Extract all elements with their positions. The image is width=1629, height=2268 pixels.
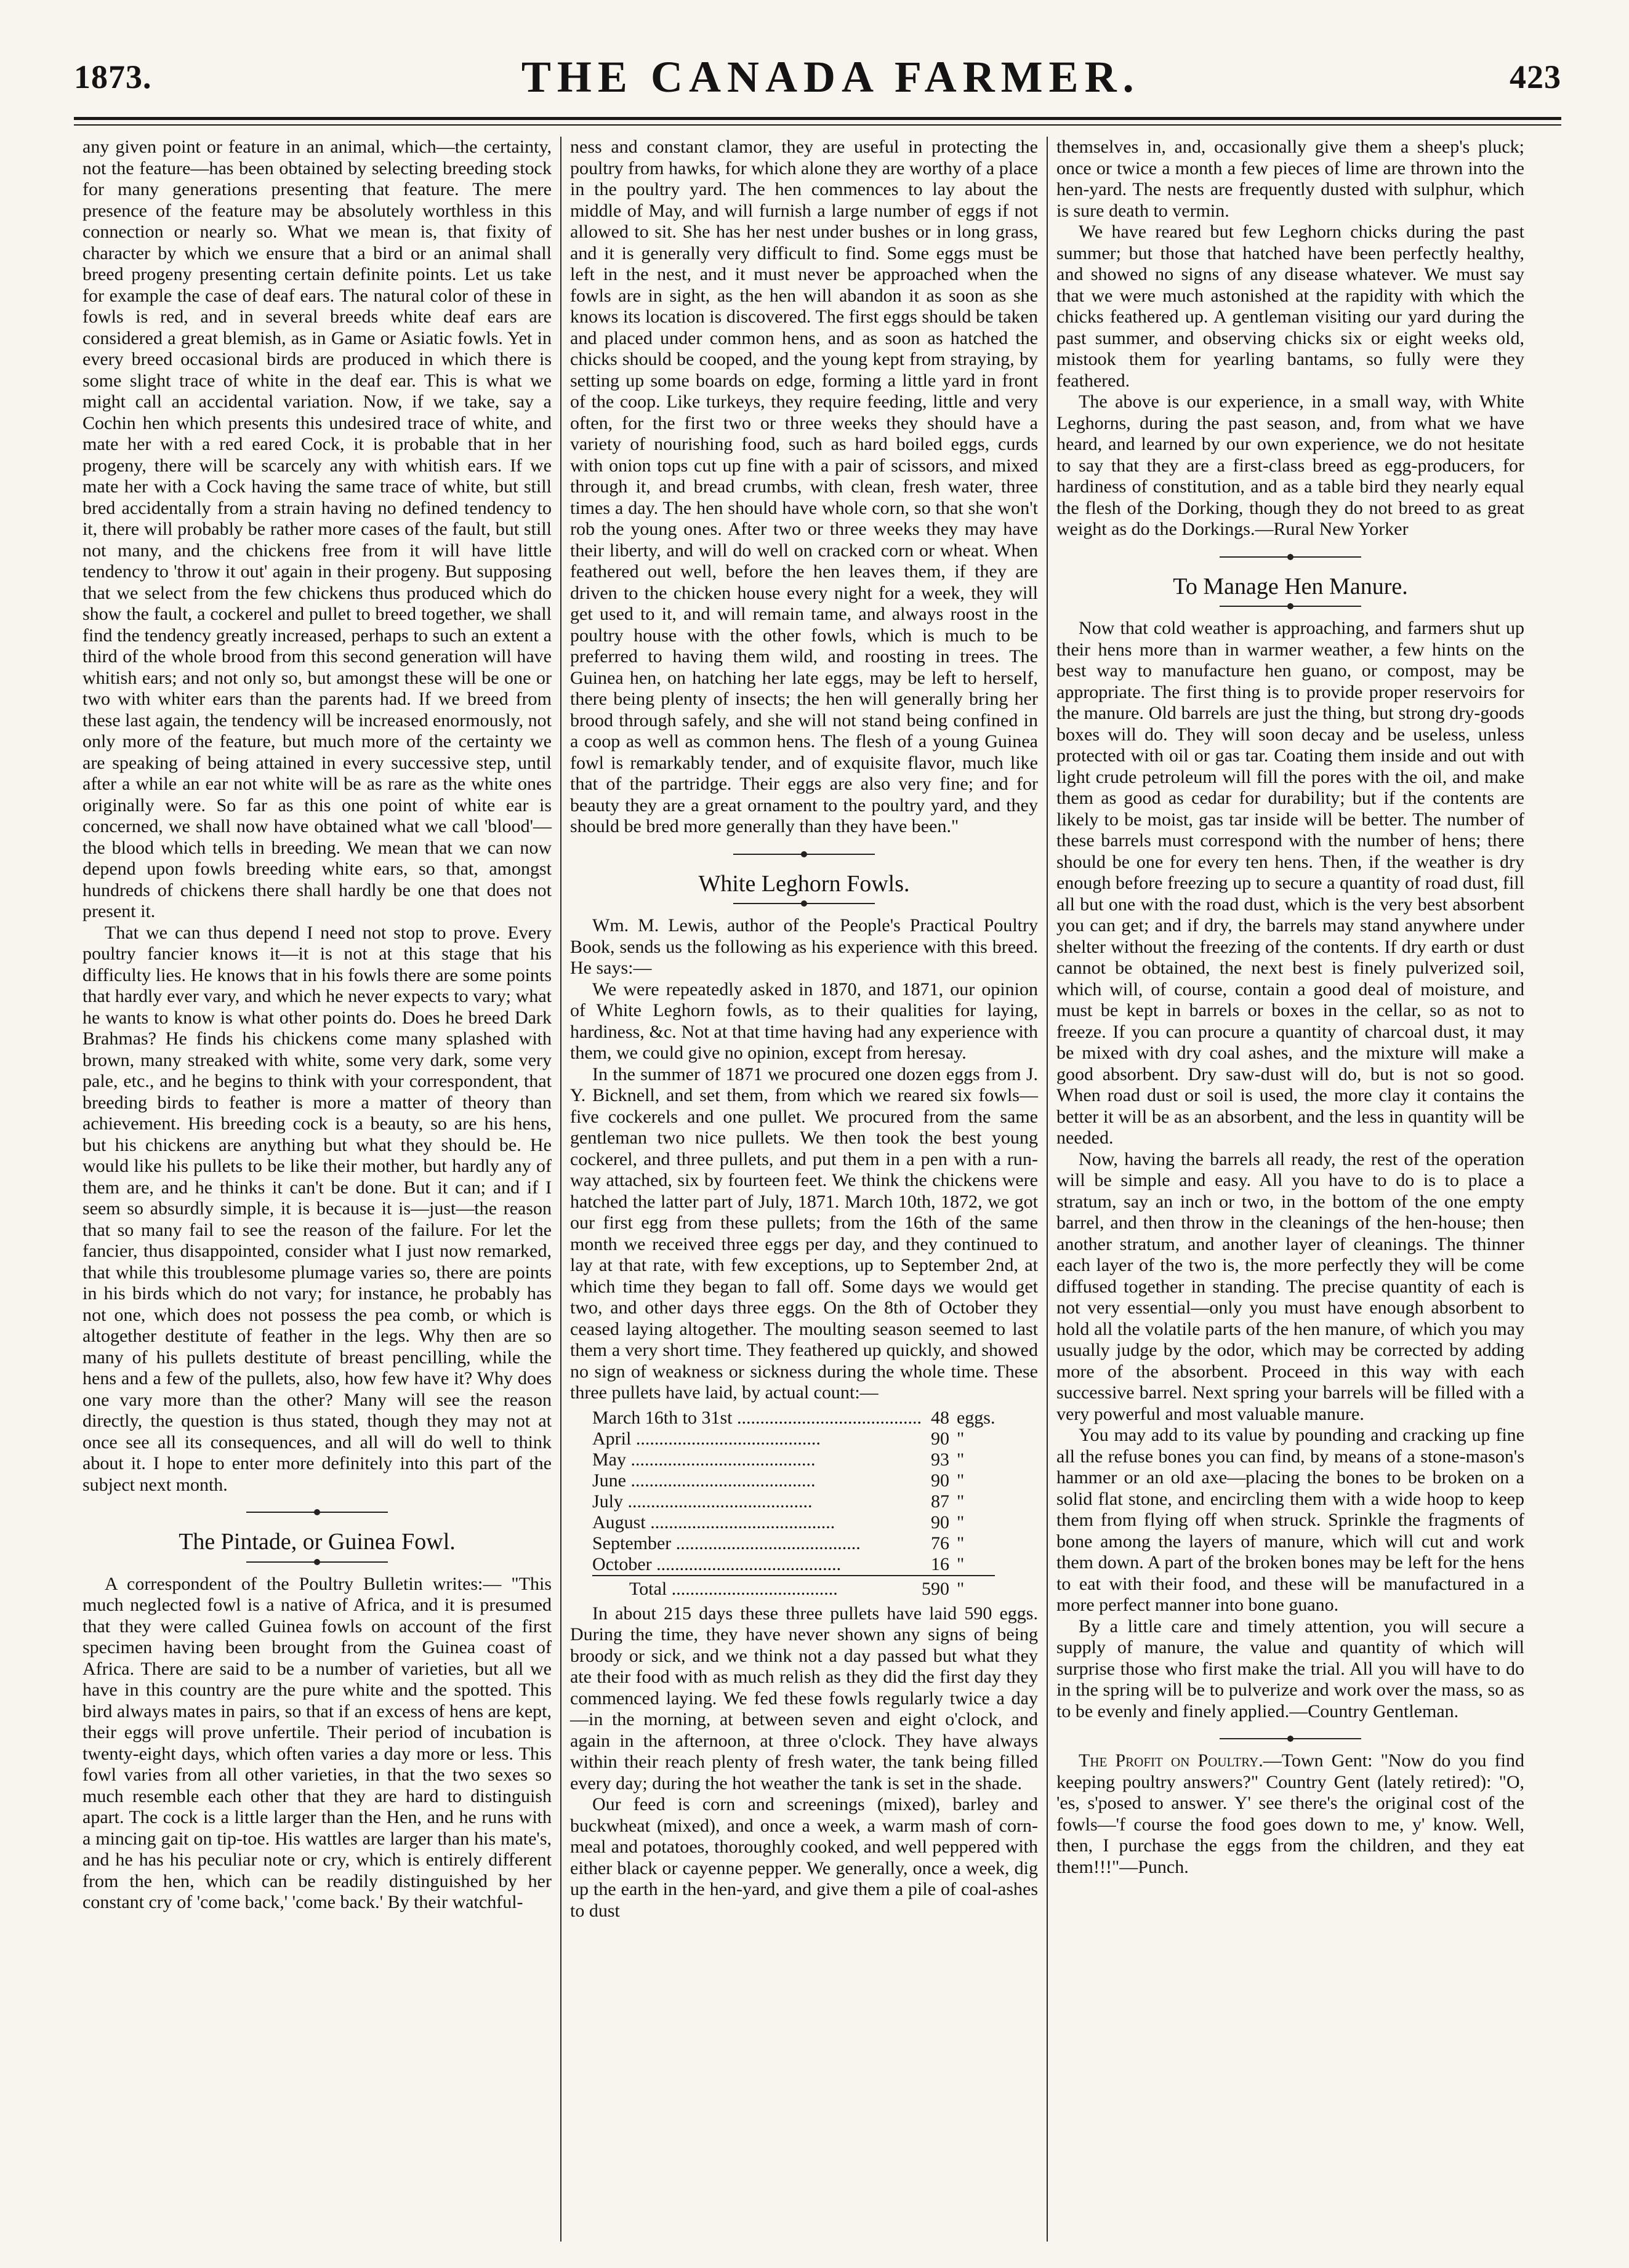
hen-manure-paragraph: You may add to its value by pounding and cracking up fine all the refuse bones you can find, by means of a stone-mason's hammer or an old axe—placing the bones to be broken on a solid flat stone, and encircling them with a wide hoop to keep them from flying off when struck. Sprinkle the fragments of bone among the layers of manure, which will cut and work them down. A part of the broken bones may be left for the hens to eat with their food, and these will be manufactured in a more perfect manner into bone guano. (1056, 1425, 1524, 1615)
egg-month: August ..... (592, 1512, 922, 1533)
egg-unit: " (956, 1553, 965, 1574)
egg-count-row (592, 1512, 995, 1533)
section-divider (1220, 556, 1361, 558)
egg-month: September ..... (592, 1533, 922, 1554)
egg-count-row (592, 1491, 995, 1512)
egg-count-row (592, 1429, 995, 1449)
total-count: 590 (921, 1578, 949, 1599)
leghorn-paragraph: We were repeatedly asked in 1870, and 1871, our opinion of White Leghorn fowls, as to their qualities for laying, hardiness, &c. Not at that time having had any experience with them, we could give no opinion, except from heresay. (570, 979, 1038, 1063)
egg-count-row (592, 1470, 995, 1491)
column-2 (560, 137, 1047, 2242)
section-divider (246, 1512, 388, 1513)
egg-count: 93 (930, 1449, 949, 1470)
profit-on-poultry-text: —Town Gent: "Now do you find keeping poultry answers?" Country Gent (lately retired): "O, 'es, s'posed to answer. Y' see there's the original cost of the fowls—'f course the food goes down to me, y' know. Well, then, I purchase the eggs from the children, and they eat them!!!"—Punch. (1056, 1750, 1524, 1877)
total-label: Total .................................... (629, 1578, 838, 1599)
egg-count: 76 (930, 1533, 949, 1553)
column-1 (74, 137, 560, 2242)
leghorn-article-continued: themselves in, and, occasionally give them a sheep's pluck; once or twice a month a few pieces of lime are thrown into the hen-yard. The nests are frequently dusted with sulphur, which is sure death to vermin. (1056, 137, 1524, 221)
egg-unit: " (956, 1491, 965, 1512)
egg-count-row (592, 1408, 995, 1429)
total-unit: " (956, 1578, 965, 1599)
egg-count: 90 (930, 1428, 949, 1449)
egg-unit: " (956, 1512, 965, 1533)
masthead-rule-thin (74, 124, 1561, 126)
egg-count-row (592, 1554, 995, 1576)
egg-month: April ..... (592, 1429, 922, 1449)
guinea-fowl-heading: The Pintade, or Guinea Fowl. (179, 1529, 456, 1555)
egg-unit: eggs. (956, 1407, 996, 1428)
egg-count-row (592, 1449, 995, 1470)
leghorn-paragraph: In the summer of 1871 we procured one dozen eggs from J. Y. Bicknell, and set them, from which we reared six fowls—five cockerels and one pullet. We procured from the same gentleman two nice pullets. We then took the best young cockerel, and three pullets, and put them in a pen with a run-way attached, six by fourteen feet. We think the chickens were hatched the latter part of July, 1871. March 10th, 1872, we got our first egg from these pullets; from the 16th of the same month we received three eggs per day, and they continued to lay at that rate, with few exceptions, up to September 2nd, at which time they began to fall off. Some days we would get two, and other days three eggs. On the 8th of October they ceased laying altogether. The moulting season seemed to last them a very short time. They feathered up quickly, and showed no sign of weakness or sickness during the whole time. These three pullets have laid, by actual count:— (570, 1064, 1038, 1403)
egg-month: March 16th to 31st ..... (592, 1408, 922, 1429)
profit-on-poultry-item (1056, 1750, 1524, 1878)
egg-month: June ..... (592, 1470, 922, 1491)
column-3 (1047, 137, 1533, 2242)
heading-underline (733, 903, 875, 904)
white-leghorn-heading: White Leghorn Fowls. (698, 870, 910, 897)
hen-manure-paragraph: By a little care and timely attention, you will secure a supply of manure, the value and quantity of which will surprise those who first make the trial. All you will have to do in the spring will be to pulverize and work over the mass, so as to be evenly and finely applied.—Country Gentleman. (1056, 1616, 1524, 1721)
egg-unit: " (956, 1428, 965, 1449)
breeding-article-continued: any given point or feature in an animal, which—the certainty, not the feature—has been obtained by selecting breeding stock for many generations presenting that feature. The mere presence of the feature may be absolutely worthless in this connection or nearly so. What we mean is, that fixity of character by which we ensure that a bird or an animal shall breed progeny presenting certain definite points. Let us take for example the case of deaf ears. The natural color of these in fowls is red, and in several breeds white deaf ears are considered a great blemish, as in Game or Asiatic fowls. Yet in every breed occasional birds are produced in which there is some slight trace of white in the deaf ear. This is what we might call an accidental variation. Now, if we take, say a Cochin hen which presents this undesired trace of white, and mate her with a red eared Cock, it is probable that in her progeny, there will be scarcely any with whitish ears. If we mate her with a Cock having the same trace of white, but still bred accidentally from a strain having no defined tendency to it, there will probably be rather more cases of the fault, but still not many, and the chickens free from it will have little tendency to 'throw it out' again in their progeny. But supposing that we select from the few chickens thus produced which do show the fault, a cockerel and pullet to breed together, we shall find the tendency greatly increased, perhaps to such an extent a third of the whole brood from this second generation will have whitish ears; and not only so, but amongst these will be one or two with whiter ears than the parents had. If we breed from these last again, the tendency will be increased enormously, not only more of the feature, but much more of the certainty we are speaking of being attained in every successive step, until after a while an ear not white will be as rare as the white ones originally were. So far as this one point of white ear is concerned, we shall now have obtained what we call 'blood'—the blood which tells in breeding. We mean that we can now depend upon fowls breeding white ears, so that, amongst hundreds of chickens there shall hardly be one that does not present it. (82, 137, 552, 921)
egg-unit: " (956, 1470, 965, 1491)
egg-month: May ..... (592, 1449, 922, 1470)
egg-count-table (592, 1408, 995, 1600)
egg-total-row (592, 1579, 995, 1600)
masthead (74, 43, 1561, 111)
egg-count: 90 (930, 1470, 949, 1491)
hen-manure-paragraph: Now, having the barrels all ready, the rest of the operation will be simple and easy. All you have to do is to place a stratum, say an inch or two, in the bottom of the one empty barrel, and then throw in the cleanings of the hen-house; then another stratum, and another layer of cleanings. The thinner each layer of the two is, the more perfectly they will be come diffused together in standing. The precise quantity of each is not very essential—only you must have enough absorbent to hold all the volatile parts of the hen manure, of which you may usually judge by the odor, which may be corrected by adding more of the absorbent. Proceed in this way with each successive barrel. Next spring your barrels will be filled with a very powerful and most valuable manure. (1056, 1148, 1524, 1424)
egg-count: 16 (930, 1553, 949, 1574)
heading-underline (1220, 606, 1361, 607)
leghorn-paragraph: Our feed is corn and screenings (mixed), barley and buckwheat (mixed), and once a week, a warm mash of corn-meal and potatoes, thoroughly cooked, and well peppered with either black or cayenne pepper. We generally, once a week, dig up the earth in the hen-yard, and give them a pile of coal-ashes to dust (570, 1794, 1038, 1921)
guinea-fowl-article: A correspondent of the Poultry Bulletin writes:— "This much neglected fowl is a native of Africa, and it is presumed that they were called Guinea fowls on account of the first specimen having been brought from the Guinea coast of Africa. There are said to be a number of varieties, but all we have in this country are the pure white and the spotted. This bird always mates in pairs, so that if an excess of hens are kept, their eggs will prove unfertile. Their period of incubation is twenty-eight days, which often varies a day more or less. This fowl varies from all other varieties, in that the two sexes so much resemble each other that they are hard to distinguish apart. The cock is a little larger than the Hen, and he runs with a mincing gait on tip-toe. His wattles are larger than his mate's, and he has his peculiar note or cry, which is entirely different from the hen, which can be readily distinguished by her constant cry of 'come back,' 'come back.' By their watchful- (82, 1573, 552, 1912)
egg-month: July ..... (592, 1491, 922, 1512)
egg-month: October ..... (592, 1554, 922, 1576)
egg-unit: " (956, 1449, 965, 1470)
leghorn-paragraph: In about 215 days these three pullets have laid 590 eggs. During the time, they have never shown any signs of being broody or sick, and we think not a day passed but what they ate their food with as much relish as they did the first day they commenced laying. We fed these fowls regularly twice a day—in the morning, at between seven and eight o'clock, and again in the afternoon, at three o'clock. They have always within their reach plenty of fresh water, the tank being filled every day; during the hot weather the tank is set in the shade. (570, 1603, 1038, 1793)
leghorn-intro: Wm. M. Lewis, author of the People's Practical Poultry Book, sends us the following as his experience with this breed. He says:— (570, 915, 1038, 978)
egg-unit: " (956, 1533, 965, 1553)
section-divider (1220, 1738, 1361, 1739)
egg-count: 90 (930, 1512, 949, 1533)
masthead-rule (74, 117, 1561, 120)
leghorn-paragraph: We have reared but few Leghorn chicks during the past summer; but those that hatched have been perfectly healthy, and showed no signs of any disease whatever. We must say that we were much astonished at the rapidity with which the chicks feathered up. A gentleman visiting our yard during the past summer, and observing chicks six or eight weeks old, mistook them for yearling bantams, so fully were they feathered. (1056, 222, 1524, 391)
newspaper-title: THE CANADA FARMER. (521, 52, 1140, 102)
breeding-article-paragraph: That we can thus depend I need not stop to prove. Every poultry fancier knows it—it is not at this stage that his difficulty lies. He knows that in his fowls there are some points that hardly ever vary, and which he never expects to vary; what he wants to know is what other points do. Does he breed Dark Brahmas? He finds his chickens come many splashed with brown, many streaked with white, some very dark, some very pale, etc., and he begins to think with your correspondent, that breeding birds to feather is more a matter of theory than achievement. His breeding cock is a beauty, so are his hens, but his chickens are anything but what they should be. He would like his pullets to be like their mother, but hardly any of them are, and he thinks it can't be done. But it can; and if I seem so absurdly simple, it is because it is—just—the reason that so many fail to see the reason of the failure. For let the fancier, thus disappointed, consider what I just now remarked, that while this troublesome plumage varies so, there are points in his birds which do not vary; for instance, he probably has not one, which does not possess the pea comb, or which is altogether destitute of feather in the legs. Why then are so many of his pullets destitute of breast pencilling, while the hens and a few of the pullets, also, how few have it? Why does one vary more than the other? Many will see the reason directly, the question is thus stated, though they may not at once see all its consequences, and all will do well to think about it. I hope to enter more definitely into this part of the subject next month. (82, 922, 552, 1495)
section-divider (733, 854, 875, 855)
issue-year: 1873. (74, 58, 152, 95)
hen-manure-heading: To Manage Hen Manure. (1173, 573, 1408, 599)
article-columns (74, 137, 1561, 2242)
egg-count-row (592, 1533, 995, 1554)
egg-count: 48 (930, 1407, 949, 1428)
guinea-fowl-article-continued: ness and constant clamor, they are useful in protecting the poultry from hawks, for which alone they are worthy of a place in the poultry yard. The hen commences to lay about the middle of May, and will furnish a large number of eggs if not allowed to sit. She has her nest under bushes or in long grass, and it is generally very difficult to find. Some eggs must be left in the nest, and it must never be approached when the fowls are in sight, as the hen will abandon it as soon as she knows its location is discovered. The first eggs should be taken and placed under common hens, and as soon as hatched the chicks should be cooped, and the young kept from straying, by setting up some boards on edge, forming a little yard in front of the coop. Like turkeys, they require feeding, little and very often, for the first two or three weeks they should have a variety of nourishing food, such as hard boiled eggs, curds with onion tops cut up fine with a pair of scissors, and mixed through it, and bread crumbs, with clean, fresh water, three times a day. The hen should have whole corn, so that she won't rob the young ones. After two or three weeks they may have their liberty, and will do well on cracked corn or wheat. When feathered out well, before the hen leaves them, if they are driven to the chicken house every night for a week, they will get used to it, and will remain tame, and always roost in the poultry house with the other fowls, which is much to be preferred to having them wild, and roosting in trees. The Guinea hen, on hatching her late eggs, may be left to herself, there being plenty of insects; the hen will generally bring her brood through safely, and she will not stand being confined in a coop as well as common hens. The flesh of a young Guinea fowl is remarkably tender, and of exquisite flavor, much like that of the partridge. Their eggs are also very fine; and for beauty they are a great ornament to the poultry yard, and they should be bred more generally than they have been." (570, 137, 1038, 836)
profit-on-poultry-lead: The Profit on Poultry. (1079, 1750, 1263, 1771)
hen-manure-paragraph: Now that cold weather is approaching, and farmers shut up their hens more than in warmer weather, a few hints on the best way to manufacture hen guano, or compost, may be appropriate. The first thing is to provide proper reservoirs for the manure. Old barrels are just the thing, but strong dry-goods boxes will do. They will soon decay and be useless, unless protected with oil or gas tar. Coating them inside and out with light crude petroleum will fill the pores with the oil, and make them as good as cedar for durability; but if the contents are likely to be moist, gas tar inside will be better. The number of these barrels must correspond with the number of hens; there should be one for every ten hens. Then, if the weather is dry enough before freezing up to secure a quantity of road dust, fill all but one with the road dust, which is the very best absorbent you can get; and if dry, the barrels may stand anywhere under shelter without the freezing of the contents. If dry earth or dust cannot be obtained, the next best is finely pulverized soil, which will, of course, contain a good deal of moisture, and must be kept in barrels or boxes in the cellar, so as not to freeze. If you can procure a quantity of charcoal dust, it may be mixed with dry coal ashes, and the mixture will make a good absorbent. Dry saw-dust will do, but is not so good. When road dust or soil is used, the more clay it contains the better it will be as an absorbent, and the less in quantity will be needed. (1056, 618, 1524, 1148)
egg-count: 87 (930, 1491, 949, 1512)
heading-underline (246, 1561, 388, 1563)
leghorn-paragraph: The above is our experience, in a small way, with White Leghorns, during the past season, and, from what we have heard, and learned by our own experience, we do not hesitate to say that they are a first-class breed as egg-producers, for hardiness of constitution, and as a table bird they nearly equal the flesh of the Dorking, though they do not breed to as great weight as do the Dorkings.—Rural New Yorker (1056, 391, 1524, 539)
page-number: 423 (1509, 58, 1561, 95)
